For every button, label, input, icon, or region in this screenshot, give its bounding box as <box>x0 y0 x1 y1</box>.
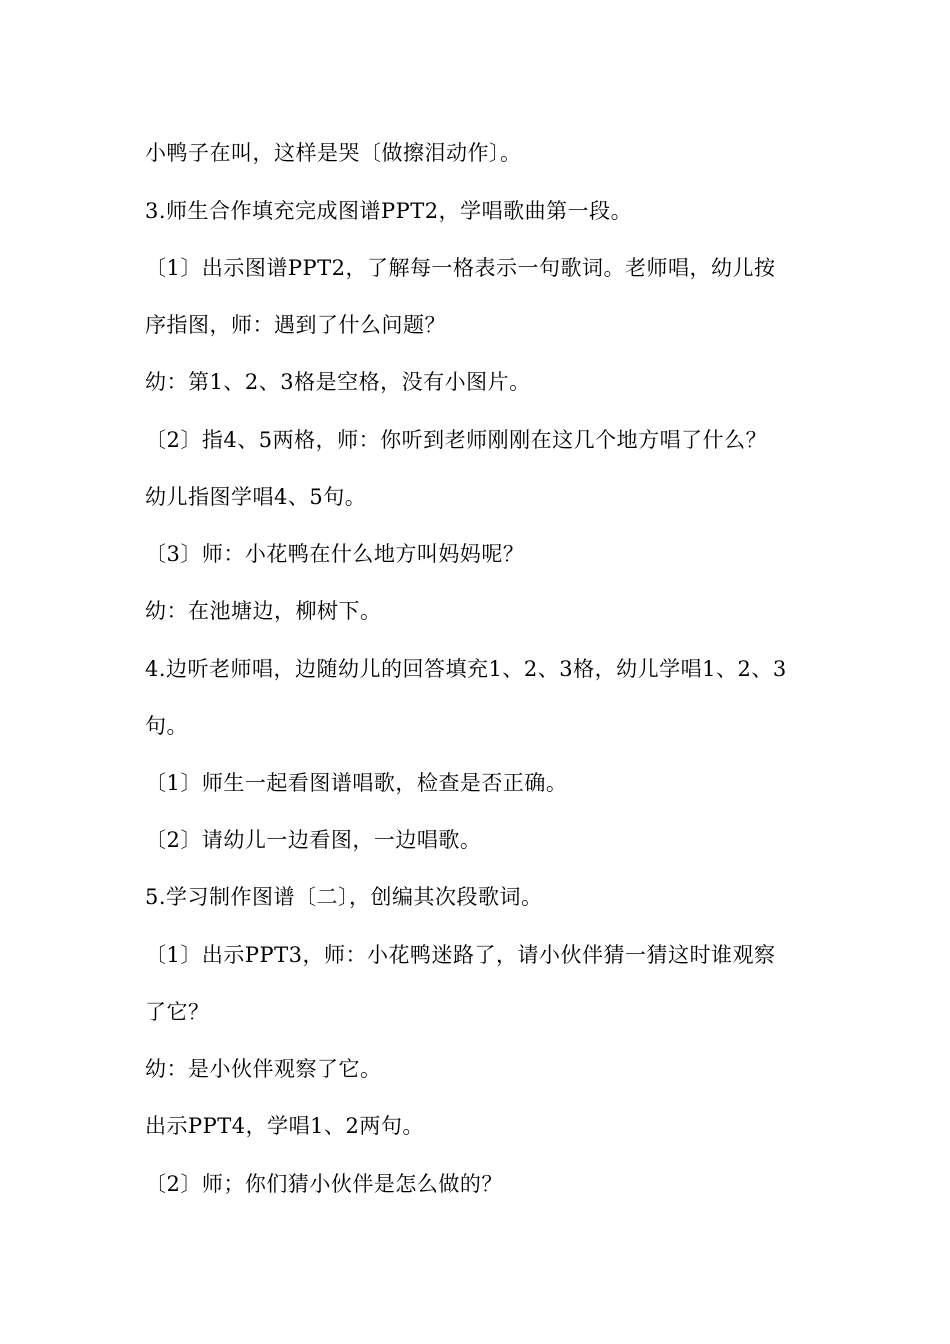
text-line: 幼：在池塘边，柳树下。 <box>145 599 382 623</box>
text-line: 幼儿指图学唱4、5句。 <box>145 485 367 509</box>
text-line: 〔2〕师；你们猜小伙伴是怎么做的？ <box>145 1172 503 1196</box>
text-line: 3.师生合作填充完成图谱PPT2，学唱歌曲第一段。 <box>145 199 633 223</box>
text-line: 〔3〕师：小花鸭在什么地方叫妈妈呢？ <box>145 542 525 566</box>
text-line: 句。 <box>145 714 188 738</box>
text-line: 幼：第1、2、3格是空格，没有小图片。 <box>145 370 531 394</box>
text-line: 小鸭子在叫，这样是哭〔做擦泪动作〕。 <box>145 141 522 165</box>
text-line: 了它？ <box>145 1000 210 1024</box>
text-line: 〔2〕请幼儿一边看图，一边唱歌。 <box>145 828 482 852</box>
text-line: 〔1〕师生一起看图谱唱歌，检查是否正确。 <box>145 771 568 795</box>
text-line: 〔1〕出示PPT3，师：小花鸭迷路了，请小伙伴猜一猜这时谁观察 <box>145 943 776 967</box>
text-line: 4.边听老师唱，边随幼儿的回答填充1、2、3格，幼儿学唱1、2、3 <box>145 657 787 681</box>
text-line: 〔1〕出示图谱PPT2，了解每一格表示一句歌词。老师唱，幼儿按 <box>145 256 776 280</box>
text-line: 幼：是小伙伴观察了它。 <box>145 1057 382 1081</box>
text-line: 5.学习制作图谱〔二〕，创编其次段歌词。 <box>145 885 543 909</box>
text-line: 〔2〕指4、5两格，师：你听到老师刚刚在这几个地方唱了什么？ <box>145 428 768 452</box>
text-line: 出示PPT4，学唱1、2两句。 <box>145 1114 424 1138</box>
text-line: 序指图，师：遇到了什么问题？ <box>145 313 446 337</box>
